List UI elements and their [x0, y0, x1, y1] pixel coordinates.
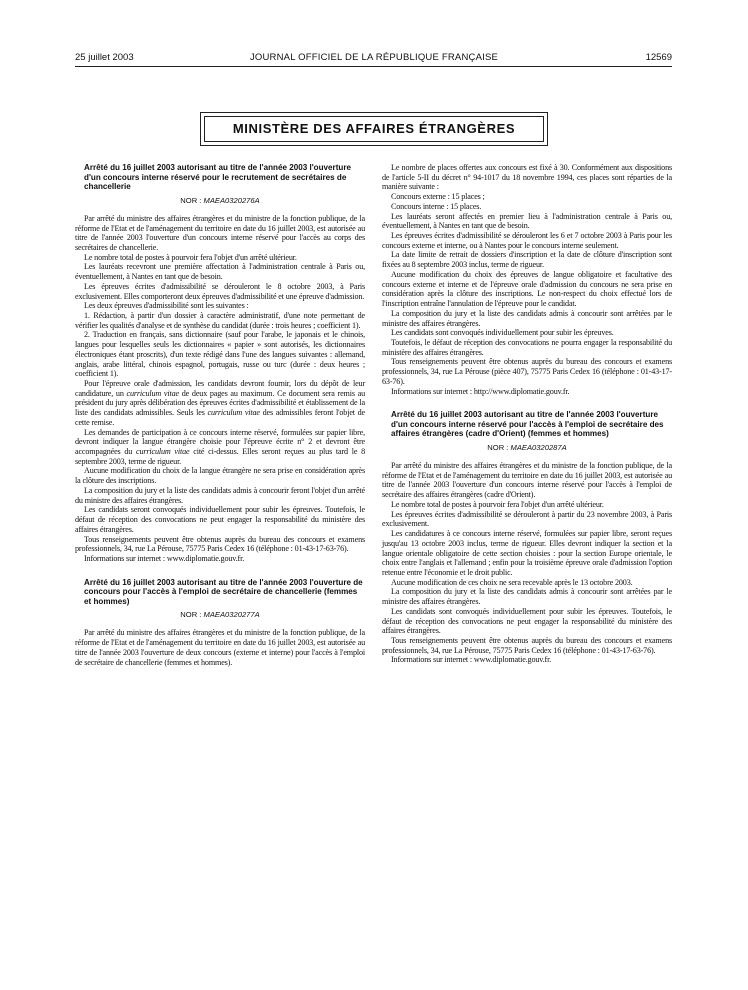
nor-code: MAEA0320287A: [510, 443, 567, 453]
right-column: [382, 163, 672, 665]
nor-line: [75, 196, 365, 205]
paragraph: Les épreuves écrites d'admissibilité se dérouleront les 6 et 7 octobre 2003 à Paris pour les concours externe et interne, ou à Nantes pour le concours interne seulement.: [382, 231, 672, 250]
nor-label: NOR :: [180, 610, 202, 620]
nor-line: [75, 610, 365, 619]
paragraph: Par arrêté du ministre des affaires étrangères et du ministre de la fonction publique, de la réforme de l'Etat et de l'aménagement du territoire en date du 16 juillet 2003, est autorisée au titre de l'année 2003 l'ouverture de deux concours (externe et interne) pour l'accès à l'emploi de secrétaire de chancellerie (femmes et hommes).: [75, 628, 365, 667]
left-column: [75, 163, 365, 667]
paragraph: Les épreuves écrites d'admissibilité se dérouleront à partir du 23 novembre 2003, à Paris exclusivement.: [382, 509, 672, 529]
paragraph: La composition du jury et la liste des candidats admis à concourir sont arrêtées par le ministre des affaires étrangères.: [382, 308, 672, 328]
running-header-page-number: 12569: [645, 52, 672, 63]
header-rule: [75, 66, 672, 67]
ministry-banner: MINISTÈRE DES AFFAIRES ÉTRANGÈRES: [204, 116, 544, 142]
paragraph: Concours externe : 15 places ;: [391, 192, 485, 202]
paragraph: Les deux épreuves d'admissibilité sont les suivantes :: [84, 301, 249, 311]
article-2-continuation: [382, 163, 672, 396]
paragraph: Les candidatures à ce concours interne réservé, formulées sur papier libre, seront reçues jusqu'au 13 octobre 2003 inclus, terme de rigueur. Elles devront indiquer la section et la langue orientale obligatoire de cette section choisies : pour la section Europe orientale, le choix entre l'anglais et l'allemand ; enfin pour la troisième épreuve orale d'admission l'option retenue entre l'économie et le droit public.: [382, 529, 672, 577]
paragraph: Le nombre de places offertes aux concours est fixé à 30. Conformément aux dispositions de l'article 5-II du décret n° 94-1017 du 18 novembre 1994, ces places sont réparties de la manière suivante :: [382, 163, 672, 192]
paragraph: Le nombre total de postes à pourvoir fera l'objet d'un arrêté ultérieur.: [391, 499, 604, 509]
paragraph: Pour l'épreuve orale d'admission, les candidats devront fournir, lors du dépôt de leur candidature, un curriculum vitae de deux pages au maximum. Ce document sera remis au président du jury après délibération des épreuves écrites d'admissibilité et établissement de la liste des candidats admissibles. Seuls les curriculum vitae des admissibles feront l'objet de cette remise.: [75, 379, 366, 427]
article-title: Arrêté du 16 juillet 2003 autorisant au titre de l'année 2003 l'ouverture d'un concours interne réservé pour l'accès à l'emploi de secrétaire des affaires étrangères (cadre d'Orient) (femmes et hommes): [391, 410, 664, 439]
paragraph: 1. Rédaction, à partir d'un dossier à caractère administratif, d'une note permettant de vérifier les qualités d'analyse et de synthèse du candidat (durée : trois heures ; coefficient 1).: [75, 310, 365, 330]
paragraph: Les candidats sont convoqués individuellement pour subir les épreuves.: [391, 328, 614, 338]
paragraph: Concours interne : 15 places.: [391, 201, 482, 211]
paragraph: Tous renseignements peuvent être obtenus auprès du bureau des concours et examens professionnels, 34, rue La Pérouse, 75775 Paris Cedex 16 (téléphone : 01-43-17-63-76).: [75, 534, 365, 554]
article-1: [75, 163, 365, 564]
paragraph: Par arrêté du ministre des affaires étrangères et du ministre de la fonction publique, de la réforme de l'Etat et de l'aménagement du territoire en date du 16 juillet 2003, est autorisée au titre de l'année 2003 l'ouverture d'un concours interne réservé pour l'accès au corps des secrétaires de chancellerie.: [75, 213, 365, 252]
article-title: Arrêté du 16 juillet 2003 autorisant au titre de l'année 2003 l'ouverture d'un concours interne réservé pour le recrutement de secrétaires de chancellerie: [84, 163, 351, 192]
nor-label: NOR :: [180, 195, 202, 205]
paragraph: Tous renseignements peuvent être obtenus auprès du bureau des concours et examens professionnels, 34, rue La Pérouse, 75775 Paris Cedex 16 (téléphone : 01-43-17-63-76).: [382, 635, 672, 655]
paragraph: Les lauréats seront affectés en premier lieu à l'administration centrale à Paris ou, éventuellement, à Nantes en tant que de besoin.: [382, 211, 672, 231]
article-title: Arrêté du 16 juillet 2003 autorisant au titre de l'année 2003 l'ouverture de concours pour l'accès à l'emploi de secrétaire de chancellerie (femmes et hommes): [84, 577, 363, 606]
italic-term: curriculum vitae: [126, 388, 179, 398]
paragraph: Toutefois, le défaut de réception des convocations ne pourra engager la responsabilité du ministère des affaires étrangères.: [382, 337, 672, 357]
article-spacer: [75, 564, 365, 578]
paragraph: Les candidats seront convoqués individuellement pour subir les épreuves. Toutefois, le défaut de réception des convocations ne peut engager la responsabilité du ministère des affaires étrangères.: [75, 505, 365, 534]
paragraph: Tous renseignements peuvent être obtenus auprès du bureau des concours et examens professionnels, 34, rue La Pérouse (pièce 407), 75775 Paris Cedex 16 (téléphone : 01-43-17-63-76).: [382, 357, 672, 386]
italic-term: curriculum vitae: [136, 447, 190, 457]
paragraph: Le nombre total de postes à pourvoir fera l'objet d'un arrêté ultérieur.: [84, 252, 297, 262]
article-spacer: [382, 396, 672, 410]
paragraph: Informations sur internet : http://www.diplomatie.gouv.fr.: [391, 386, 570, 396]
paragraph: Les demandes de participation à ce concours interne réservé, formulées sur papier libre, devront indiquer la langue étrangère choisie pour l'épreuve écrite n° 2 et devront être accompagnées du curriculum vitae cité ci-dessus. Elles seront reçues au plus tard le 8 septembre 2003, terme de rigueur.: [75, 427, 365, 466]
paragraph: Par arrêté du ministre des affaires étrangères et du ministre de la fonction publique, de la réforme de l'Etat et de l'aménagement du territoire en date du 16 juillet 2003, est autorisée au titre de l'année 2003 l'ouverture d'un concours interne réservé pour l'accès à l'emploi de secrétaire des affaires étrangères (cadre d'Orient).: [382, 461, 672, 500]
paragraph: La date limite de retrait de dossiers d'inscription et la date de clôture d'inscription sont fixées au 8 septembre 2003 inclus, terme de rigueur.: [382, 250, 672, 270]
running-header-journal-title: JOURNAL OFFICIEL DE LA RÉPUBLIQUE FRANÇAISE: [249, 52, 499, 63]
italic-term: curriculum vitae: [207, 408, 260, 418]
paragraph: Les lauréats recevront une première affectation à l'administration centrale à Paris ou, éventuellement, à Nantes en tant que de besoin.: [75, 262, 365, 282]
article-2: [75, 578, 365, 668]
paragraph: Aucune modification du choix de la langue étrangère ne sera prise en considération après la clôture des inscriptions.: [75, 466, 365, 486]
nor-code: MAEA0320277A: [203, 610, 260, 620]
paragraph: Informations sur internet : www.diplomatie.gouv.fr.: [391, 655, 552, 665]
paragraph: 2. Traduction en français, sans dictionnaire (sauf pour l'arabe, le japonais et le chinois, langues pour lesquelles seuls les dictionnaires « papier » sont autorisés, les dictionnaires électroniques étant proscrits), d'un texte rédigé dans l'une des langues suivantes : allemand, anglais, arabe littéral, chinois espagnol, portugais, russe ou turc (durée : deux heures ; coefficient 1).: [75, 330, 365, 379]
article-3: [382, 410, 672, 665]
nor-code: MAEA0320276A: [203, 195, 260, 205]
paragraph: Aucune modification de ces choix ne sera recevable après le 13 octobre 2003.: [391, 577, 633, 587]
nor-label: NOR :: [487, 443, 509, 453]
paragraph: Les épreuves écrites d'admissibilité se dérouleront le 8 octobre 2003, à Paris exclusivement. Elles comporteront deux épreuves d'admissibilité et une épreuve d'admission.: [75, 281, 365, 301]
nor-line: [382, 443, 672, 452]
running-header-date: 25 juillet 2003: [75, 52, 134, 63]
paragraph: La composition du jury et la liste des candidats admis à concourir feront l'objet d'un arrêté du ministre des affaires étrangères.: [75, 485, 365, 505]
paragraph: Les candidats sont convoqués individuellement pour subir les épreuves. Toutefois, le défaut de réception des convocations ne peut engager la responsabilité du ministère des affaires étrangères.: [382, 606, 672, 636]
paragraph: La composition du jury et la liste des candidats admis à concourir sont arrêtées par le ministre des affaires étrangères.: [382, 587, 672, 607]
paragraph: Aucune modification du choix des épreuves de langue obligatoire et facultative des concours externe et interne et de l'épreuve orale d'admission du concours ne sera prise en considération après la clôture des inscriptions. Le non-respect du choix effectué lors de l'inscription entraîne l'annulation de l'épreuve pour le candidat.: [382, 269, 672, 309]
paragraph: Informations sur internet : www.diplomatie.gouv.fr.: [84, 553, 245, 563]
